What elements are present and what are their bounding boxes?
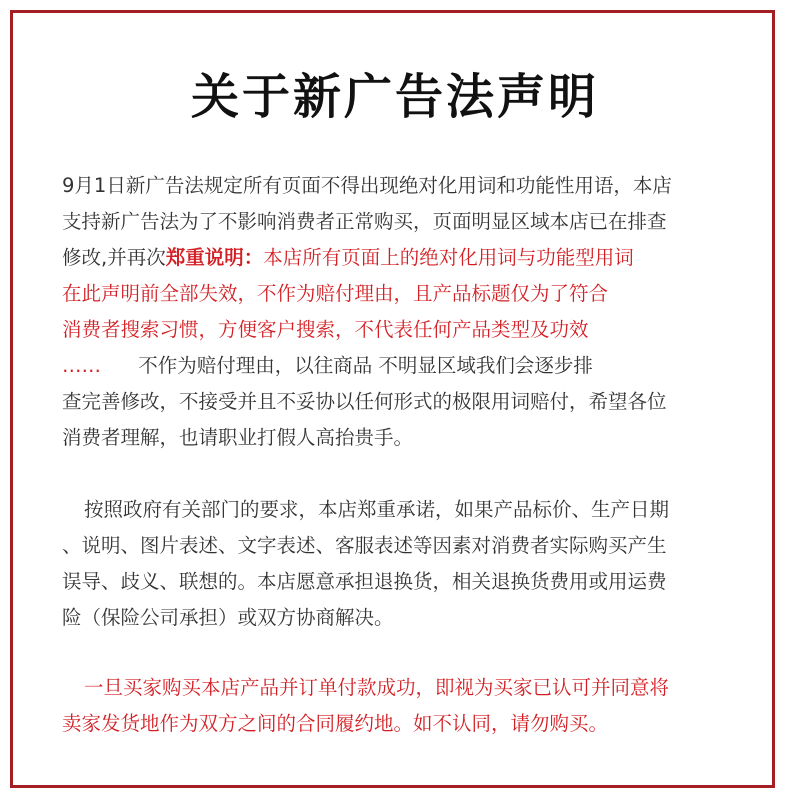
paragraph-line: 险（保险公司承担）或双方协商解决。 xyxy=(62,606,394,629)
ellipsis: …… xyxy=(62,354,101,377)
paragraph-line: 支持新广告法为了不影响消费者正常购买，页面明显区域本店已在排查 xyxy=(62,210,667,233)
terms-line: 一旦买家购买本店产品并订单付款成功，即视为买家已认可并同意将 xyxy=(84,676,670,699)
line-text: 修改,并再次 xyxy=(62,246,166,269)
statement-line: 在此声明前全部失效，不作为赔付理由，且产品标题仅为了符合 xyxy=(62,282,609,305)
statement-text: 本店所有页面上的绝对化用词与功能型用词 xyxy=(263,246,634,269)
paragraph-commitment xyxy=(62,492,722,636)
paragraph-line: 、说明、图片表述、文字表述、客服表述等因素对消费者实际购买产生 xyxy=(62,534,667,557)
paragraph-line: 误导、歧义、联想的。本店愿意承担退换货，相关退换货费用或用运费 xyxy=(62,570,667,593)
paragraph-line: 9月1日新广告法规定所有页面不得出现绝对化用词和功能性用语，本店 xyxy=(62,174,672,197)
announcement-body xyxy=(62,168,722,742)
terms-line: 卖家发货地作为双方之间的合同履约地。如不认同，请勿购买。 xyxy=(62,712,609,735)
paragraph-line xyxy=(62,240,722,276)
paragraph-line: 消费者理解，也请职业打假人高抬贵手。 xyxy=(62,426,414,449)
paragraph-notice xyxy=(62,168,722,456)
paragraph-purchase-terms xyxy=(62,670,722,742)
line-text: 不作为赔付理由，以往商品 不明显区域我们会逐步排 xyxy=(138,354,593,377)
page-title: 关于新广告法声明 xyxy=(190,69,599,125)
paragraph-line xyxy=(62,348,722,384)
paragraph-line: 查完善修改，不接受并且不妥协以任何形式的极限用词赔付，希望各位 xyxy=(62,390,667,413)
solemn-statement-label: 郑重说明： xyxy=(165,246,264,269)
paragraph-line: 按照政府有关部门的要求，本店郑重承诺，如果产品标价、生产日期 xyxy=(84,498,670,521)
statement-line: 消费者搜索习惯，方便客户搜索，不代表任何产品类型及功效 xyxy=(62,318,589,341)
